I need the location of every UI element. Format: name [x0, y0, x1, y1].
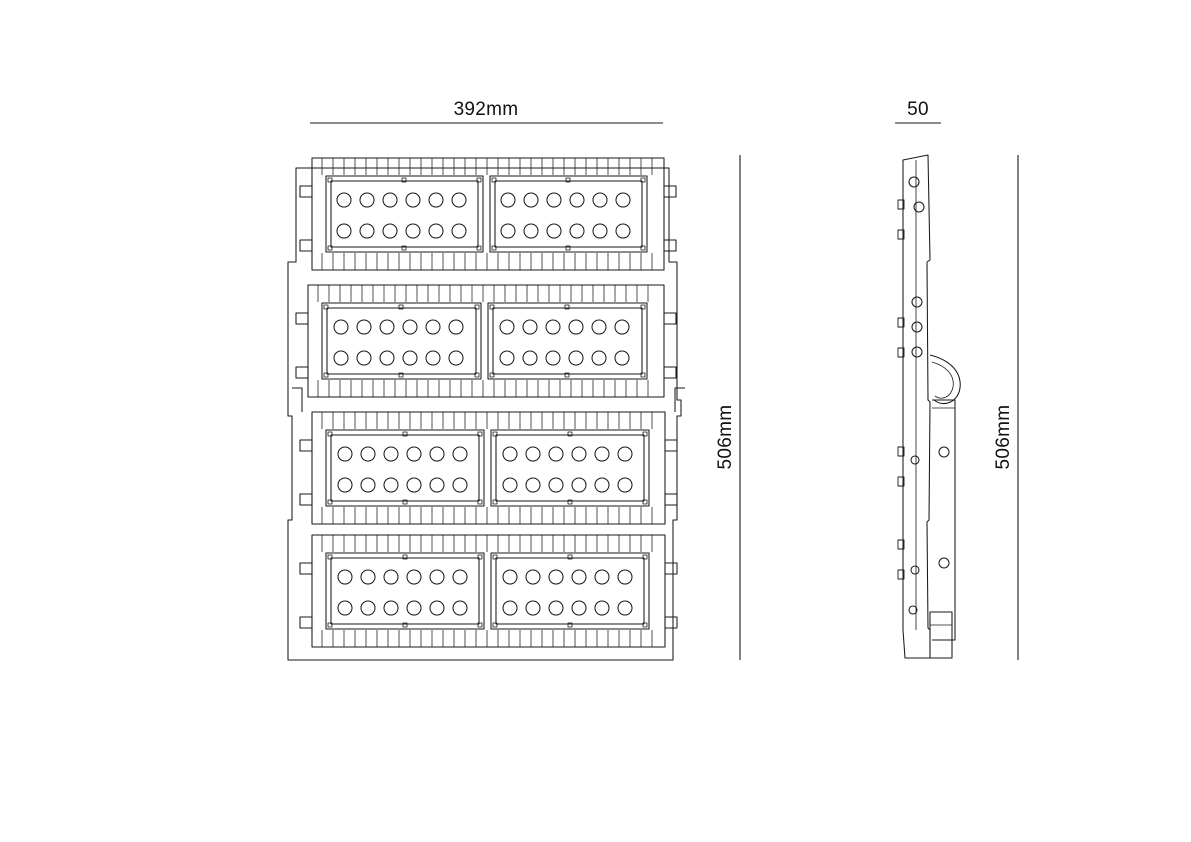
row3-screws	[328, 432, 647, 504]
height-dimension-label-side: 506mm	[993, 404, 1014, 470]
row2-frame	[308, 285, 664, 397]
led-array-3-left	[338, 447, 467, 492]
row1-tab-right-top	[664, 186, 676, 197]
led-array-2-left	[334, 320, 463, 365]
row1-tab-left-top	[300, 186, 312, 197]
row3-tab-right-bottom	[665, 494, 677, 505]
side-body-profile	[903, 155, 930, 658]
module-row-2	[296, 285, 676, 397]
led-array-1-right	[501, 193, 630, 238]
bracket-plate	[932, 400, 955, 640]
row3-fins-bottom	[322, 507, 652, 524]
led-array-4-left	[338, 570, 467, 615]
bracket-hole-2	[939, 558, 949, 568]
row1-tab-right-bottom	[664, 240, 676, 251]
row2-fins-bottom	[318, 380, 648, 397]
depth-dimension-label: 50	[907, 99, 929, 120]
module-row-4	[300, 535, 677, 647]
row4-frame	[312, 535, 665, 647]
row4-tab-left-top	[300, 563, 312, 574]
row1-screws	[328, 178, 645, 250]
bracket-hole-1	[939, 447, 949, 457]
row2-tab-right-top	[664, 313, 676, 324]
lens-module-1-right-outer	[490, 176, 647, 252]
module-row-3	[292, 388, 685, 524]
bracket-lug-left	[292, 388, 302, 412]
led-array-2-right	[500, 320, 629, 365]
row4-screws	[328, 555, 647, 627]
led-array-3-right	[503, 447, 632, 492]
lens-module-2-right-outer	[488, 303, 647, 379]
row1-fins-top	[322, 158, 652, 175]
mounting-bracket-arm	[930, 355, 960, 404]
lens-module-4-right-outer	[491, 553, 649, 629]
row3-tab-left-bottom	[300, 494, 312, 505]
side-body-holes	[909, 177, 924, 614]
front-view	[288, 158, 685, 660]
row1-tab-left-bottom	[300, 240, 312, 251]
row2-tab-right-bottom	[664, 367, 676, 378]
mounting-bracket-arm-inner	[932, 362, 953, 398]
lens-module-3-left-outer	[326, 430, 484, 506]
row2-fins-top	[318, 285, 648, 302]
row2-tab-left-bottom	[296, 367, 308, 378]
lens-module-1-left-outer	[326, 176, 483, 252]
width-dimension-label: 392mm	[453, 99, 519, 120]
module-row-1	[300, 158, 676, 270]
lens-module-3-right-outer	[491, 430, 649, 506]
row2-tab-left-top	[296, 313, 308, 324]
row1-frame	[312, 158, 664, 270]
led-array-1-left	[337, 193, 466, 238]
height-dimension-label-front: 506mm	[715, 404, 736, 470]
row4-fins-bottom	[322, 630, 652, 647]
row4-tab-right-bottom	[665, 617, 677, 628]
row2-screws	[324, 305, 645, 377]
row3-fins-top	[322, 412, 652, 429]
row3-tab-right-top	[665, 440, 677, 451]
side-view	[898, 155, 960, 658]
led-array-4-right	[503, 570, 632, 615]
row4-tab-right-top	[665, 563, 677, 574]
row4-tab-left-bottom	[300, 617, 312, 628]
lens-module-4-left-outer	[326, 553, 484, 629]
row1-fins-bottom	[322, 253, 652, 270]
row3-tab-left-top	[300, 440, 312, 451]
driver-box	[930, 612, 952, 658]
lens-module-2-left-outer	[322, 303, 481, 379]
row4-fins-top	[322, 535, 652, 552]
row3-frame	[312, 412, 665, 524]
